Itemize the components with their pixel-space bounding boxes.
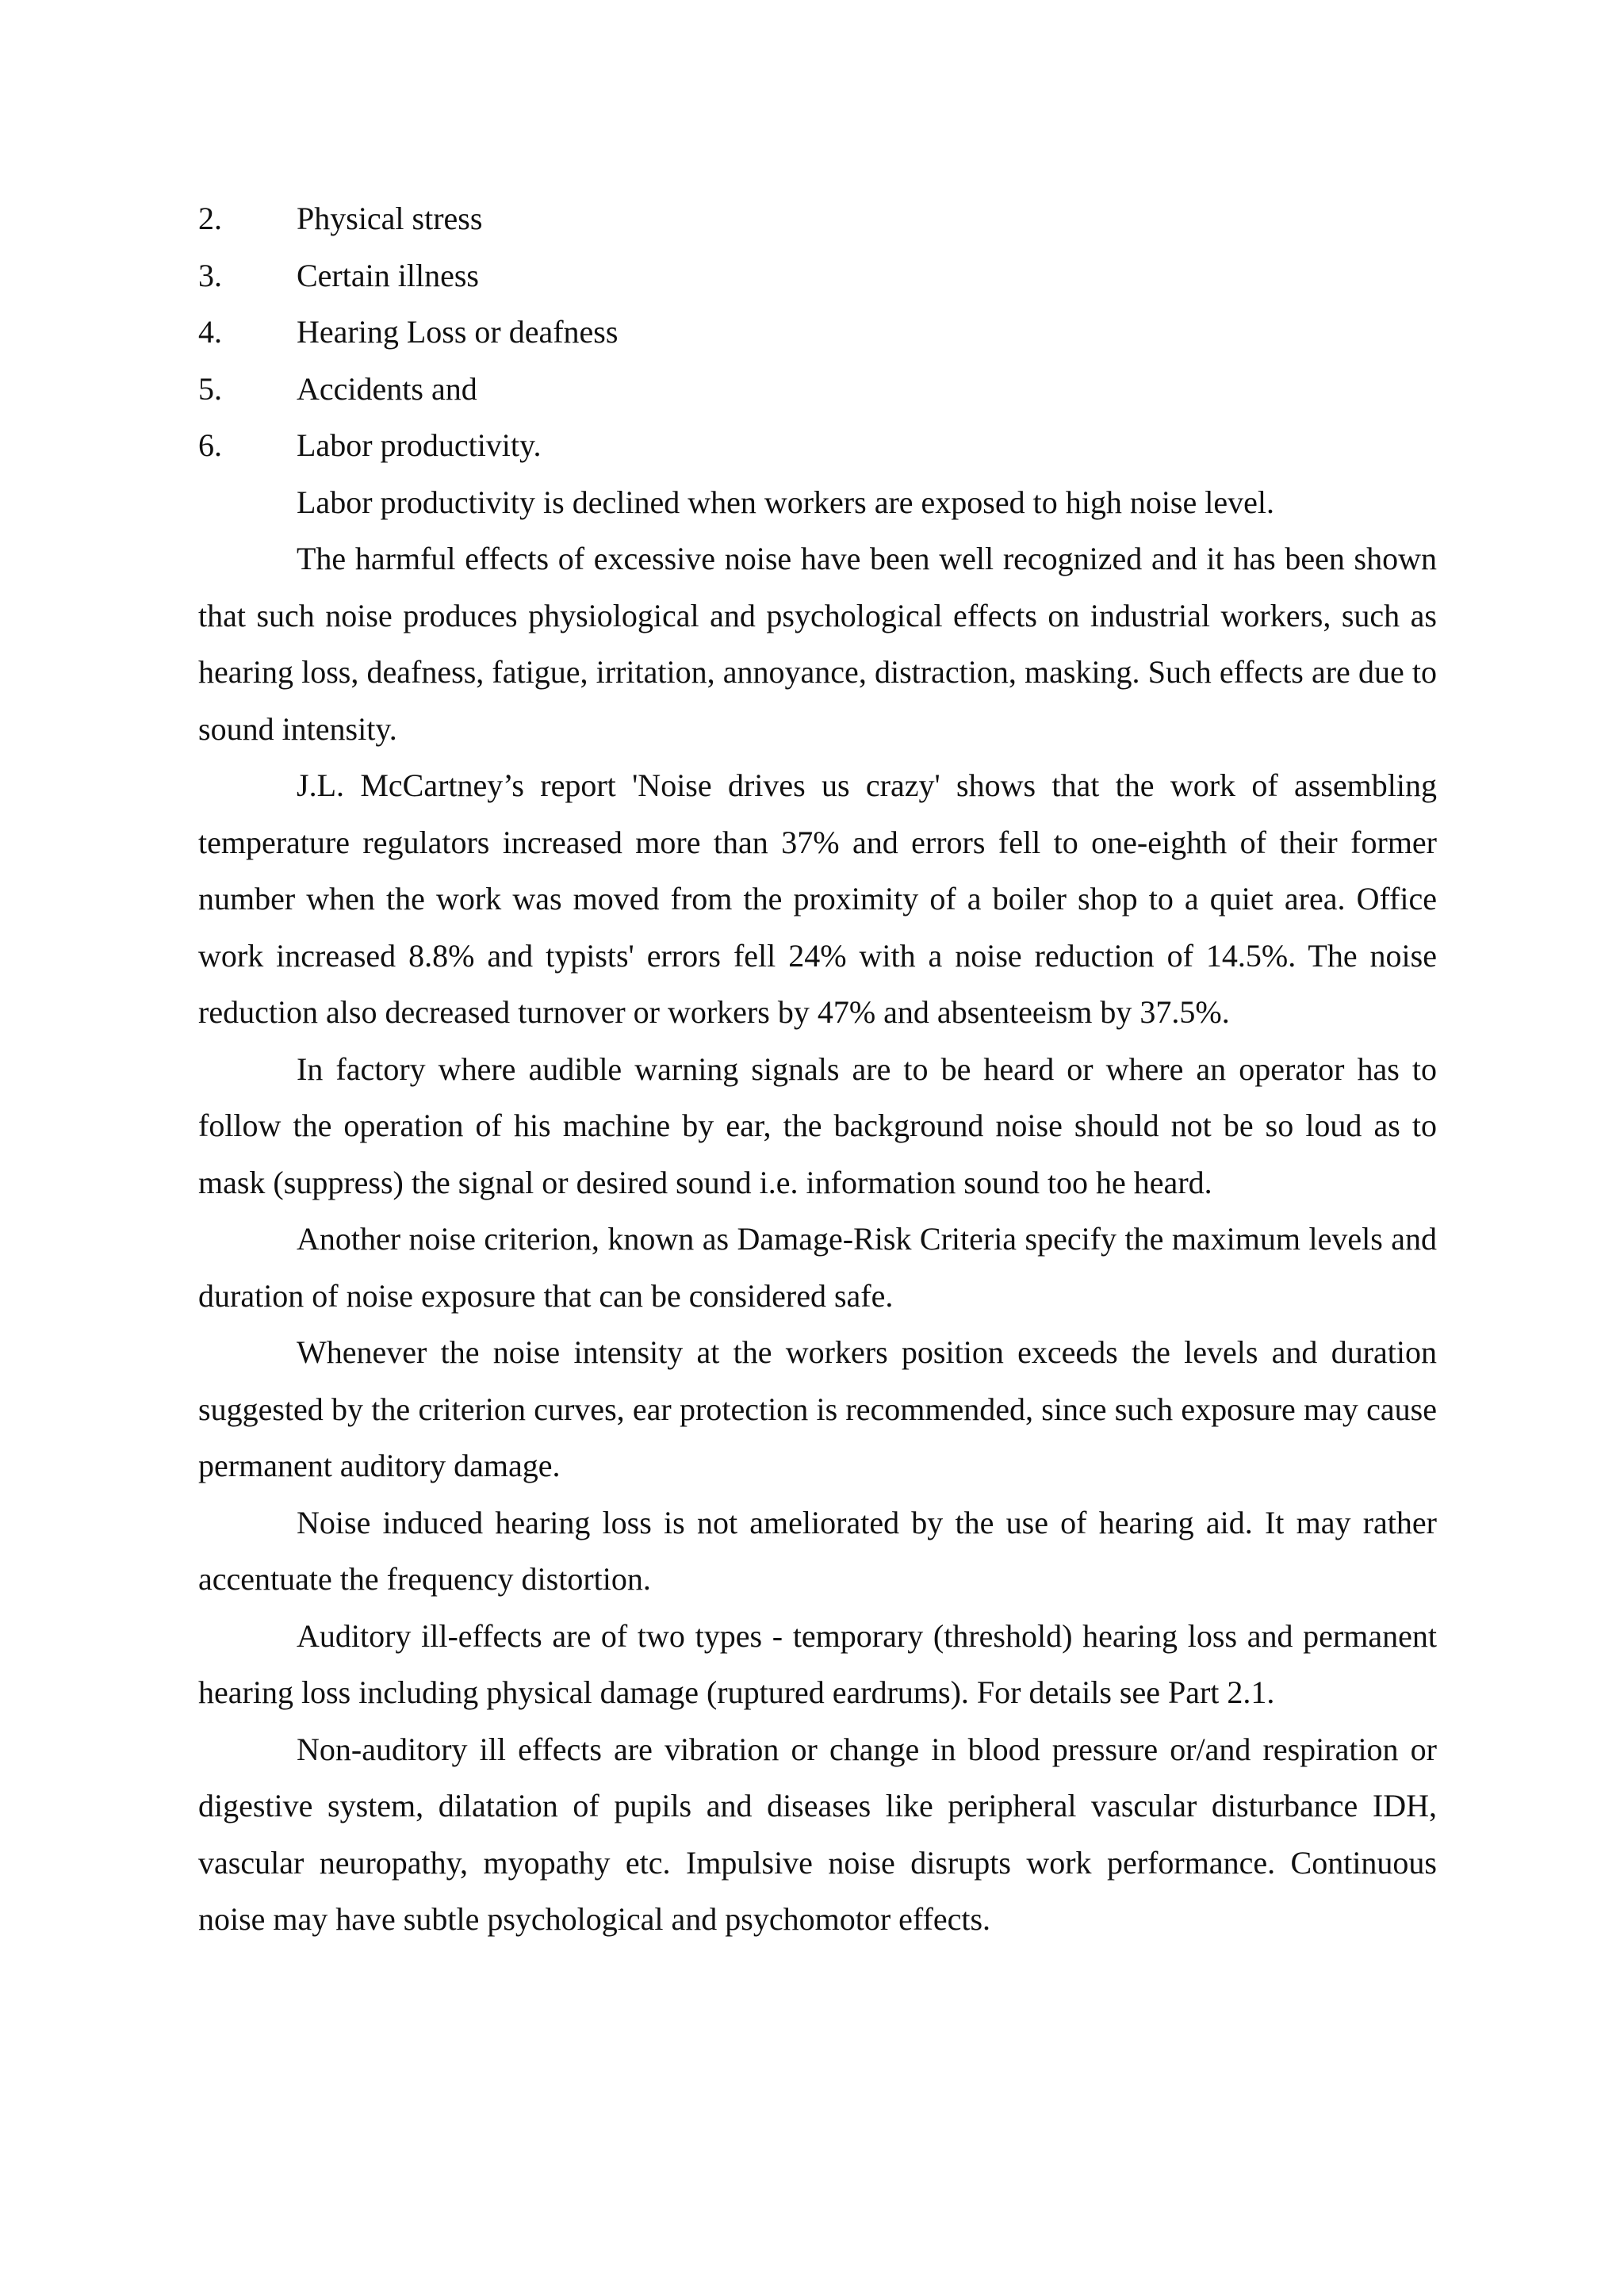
list-item xyxy=(198,190,1437,247)
page-body xyxy=(198,190,1437,1948)
paragraph-hearing-aid: Noise induced hearing loss is not ameliorated by the use of hearing aid. It may rather accentuate the frequency distortion. xyxy=(198,1504,1437,1597)
paragraph-productivity: Labor productivity is declined when workers are exposed to high noise level. xyxy=(297,484,1274,520)
list-item-number: 3. xyxy=(198,257,222,293)
list-item-text: Labor productivity. xyxy=(297,427,542,463)
paragraph-harmful-effects: The harmful effects of excessive noise have been well recognized and it has been shown that such noise produces physiological and psychological effects on industrial workers, such as hearing loss, deafness, fatigue, irritation, annoyance, distraction, masking. Such effects are due to sound intensity. xyxy=(198,541,1437,747)
list-item-text: Certain illness xyxy=(297,257,479,293)
list-item-text: Physical stress xyxy=(297,201,483,236)
list-item-text: Accidents and xyxy=(297,370,477,407)
paragraph-mccartney-report: J.L. McCartney’s report 'Noise drives us crazy' shows that the work of assembling temperature regulators increased more than 37% and errors fell to one-eighth of their former number when the work was moved from the proximity of a boiler shop to a quiet area. Office work increased 8.8% and typists' errors fell 24% with a noise reduction of 14.5%. The noise reduction also decreased turnover or workers by 47% and absenteeism by 37.5%. xyxy=(198,767,1437,1030)
effects-list xyxy=(198,190,1437,474)
paragraph-damage-risk-criteria: Another noise criterion, known as Damage-Risk Criteria specify the maximum levels and duration of noise exposure that can be considered safe. xyxy=(198,1221,1437,1314)
list-item-number: 2. xyxy=(198,201,222,236)
list-item xyxy=(198,304,1437,361)
list-item xyxy=(198,247,1437,304)
list-item-text: Hearing Loss or deafness xyxy=(297,314,619,350)
paragraph-warning-signals: In factory where audible warning signals are to be heard or where an operator has to follow the operation of his machine by ear, the background noise should not be so loud as to mask (suppress) the signal or desired sound i.e. information sound too he heard. xyxy=(198,1050,1437,1200)
paragraph-auditory-ill-effects: Auditory ill-effects are of two types - temporary (threshold) hearing loss and permanent hearing loss including physical damage (ruptured eardrums). For details see Part 2.1. xyxy=(198,1617,1437,1710)
list-item-number: 4. xyxy=(198,314,222,350)
list-item xyxy=(198,361,1437,418)
paragraph-ear-protection: Whenever the noise intensity at the workers position exceeds the levels and duration suggested by the criterion curves, ear protection is recommended, since such exposure may cause permanent auditory damage. xyxy=(198,1334,1437,1483)
paragraph-non-auditory-ill-effects: Non-auditory ill effects are vibration or change in blood pressure or/and respiration or digestive system, dilatation of pupils and diseases like peripheral vascular disturbance IDH, vascular neuropathy, myopathy etc. Impulsive noise disrupts work performance. Continuous noise may have subtle psychological and psychomotor effects. xyxy=(198,1731,1437,1937)
list-item xyxy=(198,417,1437,474)
list-item-number: 6. xyxy=(198,427,222,463)
list-item-number: 5. xyxy=(198,370,222,407)
